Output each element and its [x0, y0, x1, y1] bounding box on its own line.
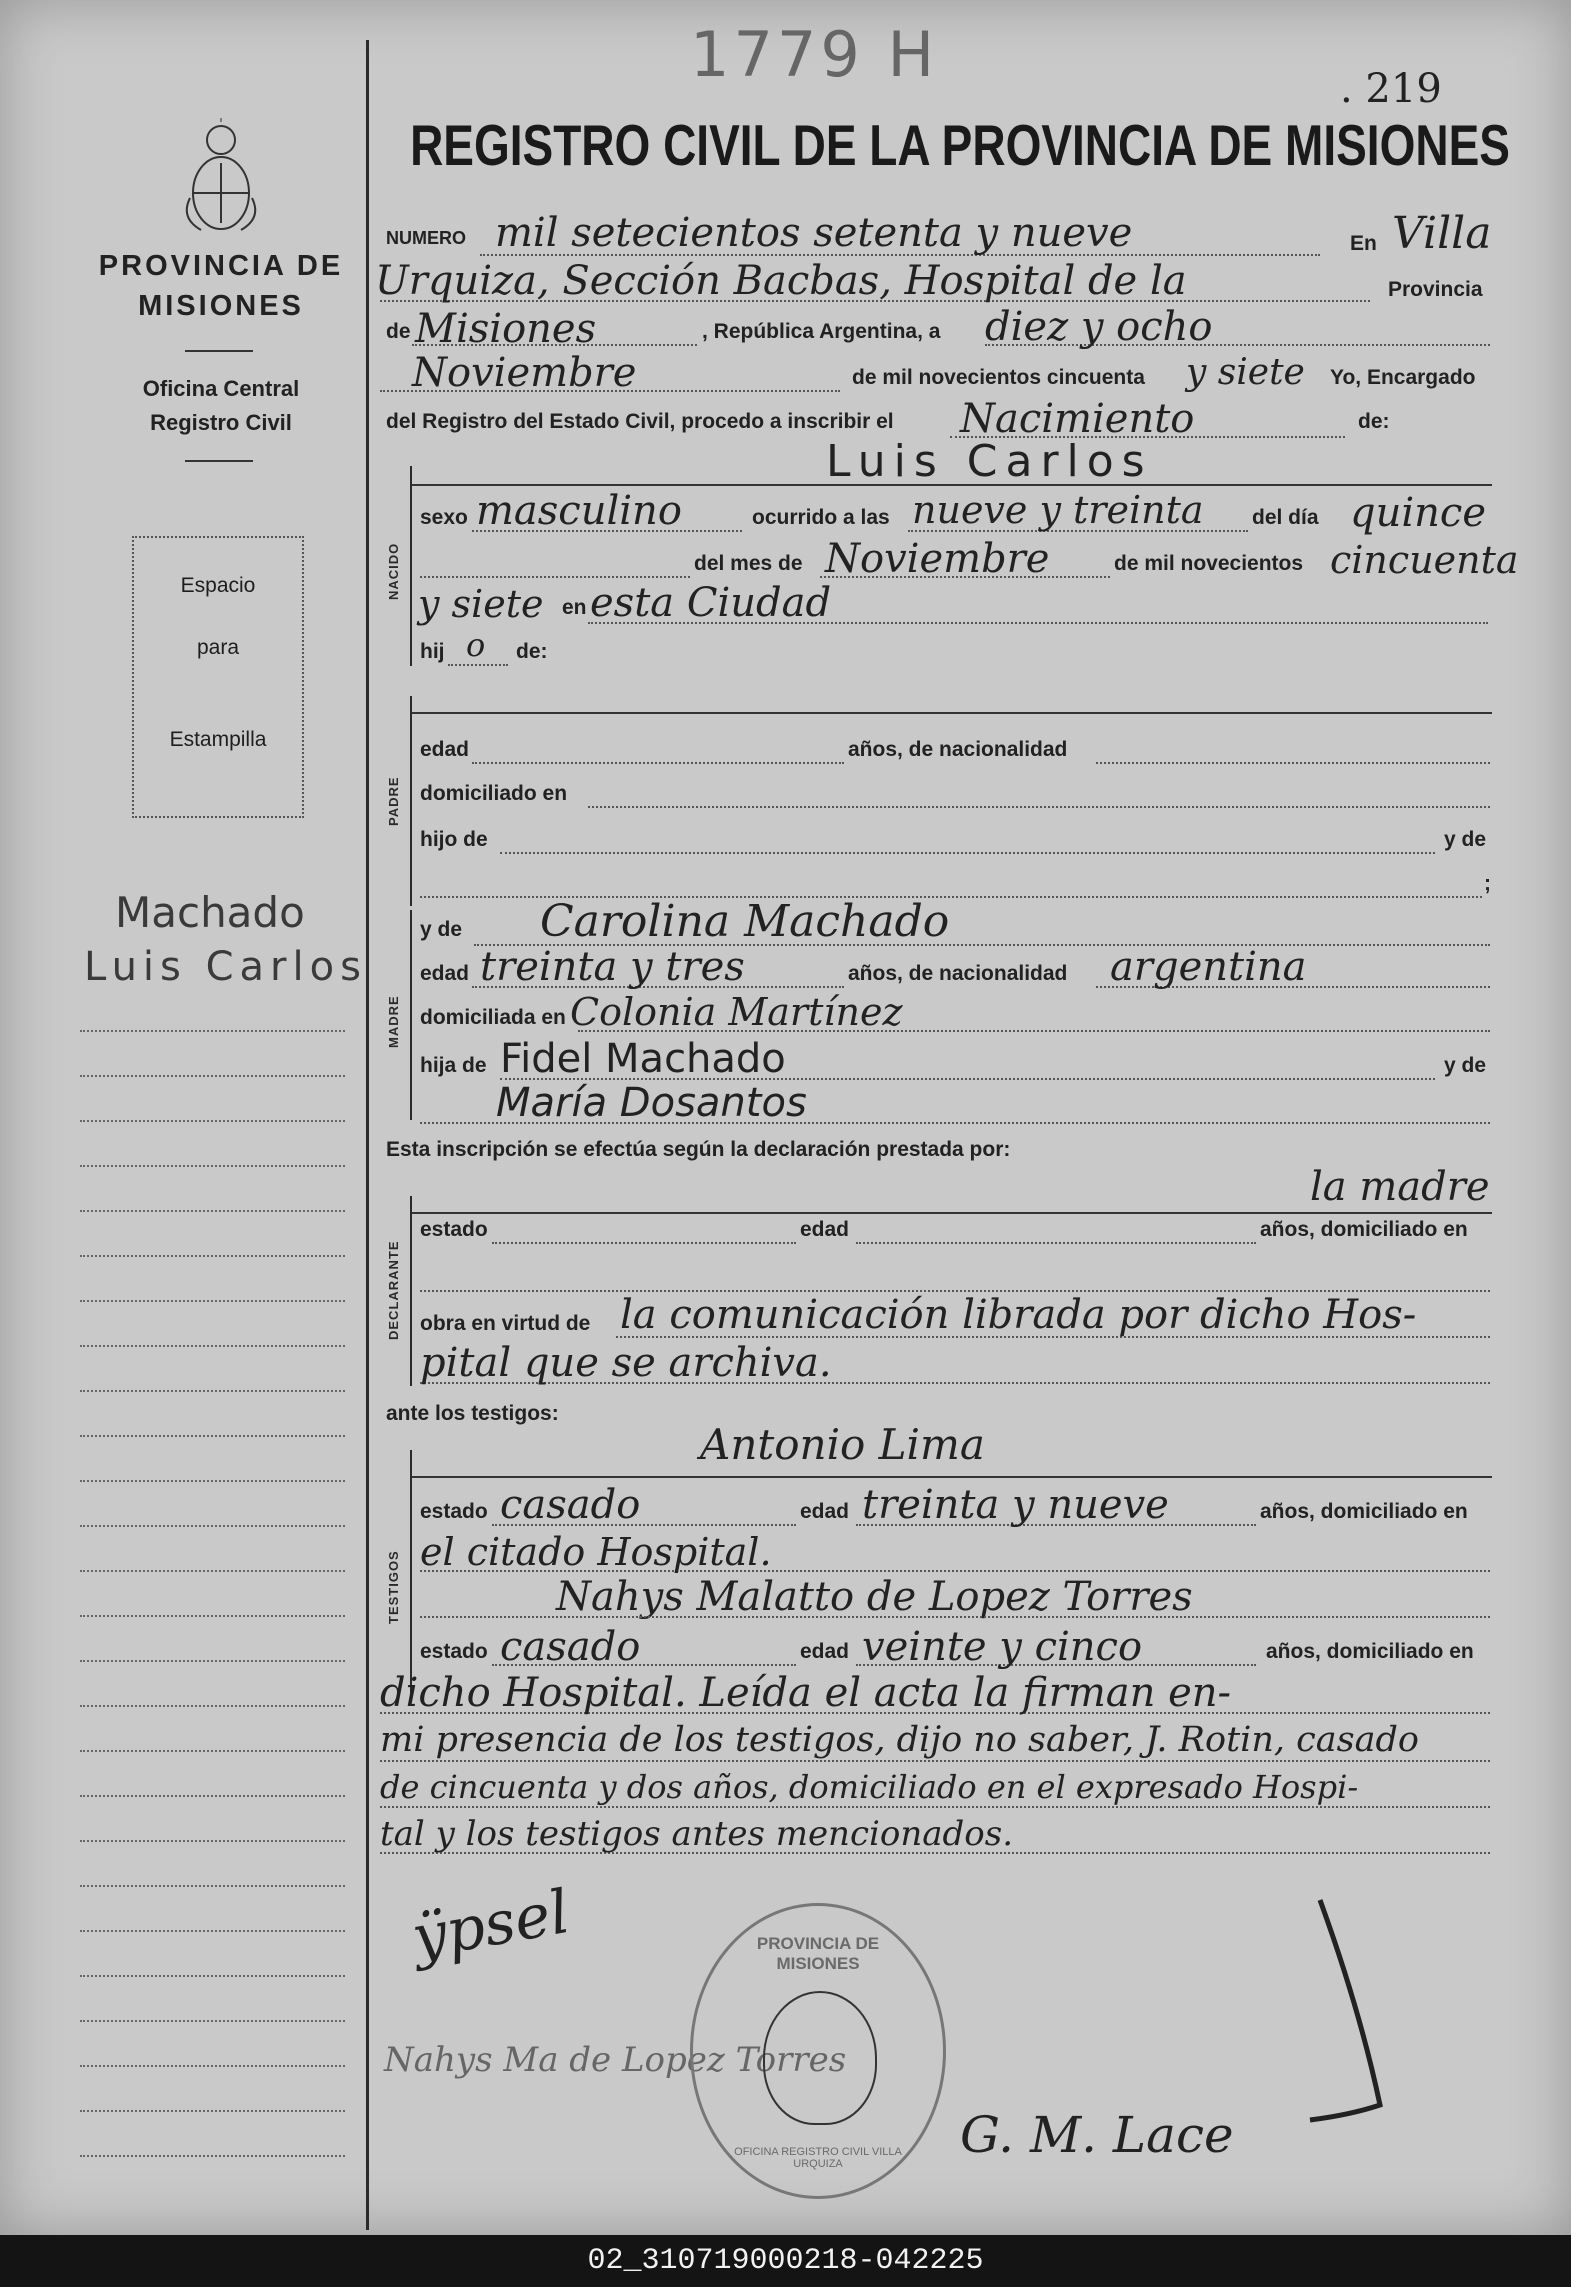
- declarante-domicilio-label: años, domiciliado en: [1260, 1218, 1468, 1241]
- madre-section-label: MADRE: [386, 995, 401, 1048]
- stamp-box: [132, 536, 304, 818]
- left-panel-border: [366, 40, 369, 2230]
- madre-hija-label: hija de: [420, 1054, 487, 1077]
- stamp-label-1: Espacio: [180, 574, 256, 597]
- w2-edad-label: edad: [800, 1640, 850, 1663]
- mother-name: Carolina Machado: [540, 896, 950, 947]
- signature-2: Nahys Ma de Lopez Torres: [384, 2040, 847, 2080]
- witness2-estado: casado: [500, 1624, 641, 1670]
- declaracion-text: Esta inscripción se efectúa según la declaración prestada por:: [386, 1138, 1011, 1161]
- signature-1: ÿpsel: [407, 1876, 575, 1974]
- declarante-edad-label: edad: [800, 1218, 850, 1241]
- image-id-footer: 02_310719000218-042225: [0, 2235, 1571, 2287]
- place-value: Urquiza, Sección Bacbas, Hospital de la: [375, 258, 1187, 304]
- witness2-address: dicho Hospital. Leída el acta la firman en-: [380, 1670, 1232, 1716]
- document-title: REGISTRO CIVIL DE LA PROVINCIA DE MISIONES: [410, 112, 1510, 178]
- registro-label: del Registro del Estado Civil, procedo a inscribir el: [386, 410, 894, 433]
- year-label: de mil novecientos cincuenta: [852, 366, 1145, 389]
- province-value: Misiones: [415, 306, 597, 352]
- divider: [185, 350, 253, 352]
- obra-label: obra en virtud de: [420, 1312, 591, 1335]
- folio-number: . 219: [1340, 66, 1442, 112]
- republica-label: , República Argentina, a: [702, 320, 941, 343]
- day-value: diez y ocho: [985, 304, 1213, 350]
- obra-value: la comunicación librada por dicho Hos-: [620, 1292, 1417, 1338]
- madre-edad-label: edad: [420, 962, 470, 985]
- padre-nacionalidad-label: años, de nacionalidad: [848, 738, 1068, 761]
- encargado-label: Yo, Encargado: [1330, 366, 1476, 389]
- grandmother-name: María Dosantos: [496, 1080, 807, 1126]
- witness2-name: Nahys Malatto de Lopez Torres: [556, 1574, 1193, 1620]
- declarante-estado-label: estado: [420, 1218, 488, 1241]
- province-line1: PROVINCIA DE: [98, 250, 344, 282]
- w2-estado-label: estado: [420, 1640, 488, 1663]
- hijo-label: hij: [420, 640, 445, 663]
- witness1-name: Antonio Lima: [700, 1420, 985, 1469]
- signature-flourish-icon: [1290, 1890, 1400, 2140]
- padre-top-rule: [412, 712, 1492, 714]
- sexo-label: sexo: [420, 506, 468, 529]
- en-label: En: [1350, 232, 1377, 255]
- nacido-de-label: de:: [516, 640, 548, 663]
- child-name: Luis Carlos: [826, 436, 1153, 487]
- w1-domicilio-label: años, domiciliado en: [1260, 1500, 1468, 1523]
- mother-address: Colonia Martínez: [570, 990, 903, 1034]
- official-seal: [690, 1903, 946, 2199]
- testigos-section-label: TESTIGOS: [386, 1550, 401, 1624]
- padre-domicilio-label: domiciliado en: [420, 782, 568, 805]
- mother-nationality: argentina: [1110, 944, 1307, 990]
- en-value: Villa: [1392, 208, 1492, 259]
- grandfather-name: Fidel Machado: [500, 1036, 786, 1082]
- de-label: de: [386, 320, 411, 343]
- provincia-label: Provincia: [1388, 278, 1483, 301]
- ante-label: ante los testigos:: [386, 1402, 559, 1425]
- witness1-edad: treinta y nueve: [862, 1482, 1169, 1528]
- year-value: y siete: [1186, 352, 1305, 393]
- seal-text-2: OFICINA REGISTRO CIVIL VILLA URQUIZA: [734, 2146, 902, 2170]
- nacido-year-value-2: y siete: [418, 582, 544, 626]
- margin-note-name: Luis Carlos: [84, 944, 367, 990]
- seal-text: PROVINCIA DE MISIONES: [756, 1934, 880, 1973]
- seal-emblem-icon: [763, 1991, 877, 2125]
- closing-line1: mi presencia de los testigos, dijo no saber, J. Rotin, casado: [380, 1720, 1419, 1760]
- de2-label: de:: [1358, 410, 1390, 433]
- w2-domicilio-label: años, domiciliado en: [1266, 1640, 1474, 1663]
- closing-line2: de cincuenta y dos años, domiciliado en el expresado Hospi-: [380, 1768, 1359, 1806]
- w1-edad-label: edad: [800, 1500, 850, 1523]
- padre-section-label: PADRE: [386, 776, 401, 826]
- padre-hijo-label: hijo de: [420, 828, 488, 851]
- signature-3: G. M. Lace: [960, 2106, 1234, 2164]
- ocurrido-label: ocurrido a las: [752, 506, 890, 529]
- province-line2: MISIONES: [138, 290, 304, 322]
- office-line2: Registro Civil: [150, 410, 292, 435]
- sexo-value: masculino: [476, 488, 682, 534]
- witness1-address: el citado Hospital.: [420, 1530, 772, 1574]
- nacido-month-value: Noviembre: [825, 536, 1050, 582]
- office-line1: Oficina Central: [142, 376, 300, 401]
- witness2-edad: veinte y cinco: [862, 1624, 1143, 1670]
- mes-label: del mes de: [694, 552, 803, 575]
- madre-nacionalidad-label: años, de nacionalidad: [848, 962, 1068, 985]
- del-dia-label: del día: [1252, 506, 1319, 529]
- madre-yde-label: y de: [420, 918, 463, 941]
- obra-value-2: pital que se archiva.: [420, 1340, 832, 1386]
- birthplace-value: esta Ciudad: [590, 580, 832, 626]
- divider: [185, 460, 253, 462]
- padre-semicolon: ;: [1484, 872, 1491, 895]
- act-value: Nacimiento: [960, 396, 1195, 442]
- declarante-section-label: DECLARANTE: [386, 1240, 401, 1340]
- declarant-value: la madre: [1310, 1164, 1490, 1210]
- nacido-day-value: quince: [1350, 490, 1486, 536]
- padre-edad-label: edad: [420, 738, 470, 761]
- hijo-value: o: [466, 626, 486, 664]
- mother-age: treinta y tres: [480, 944, 745, 990]
- nacido-top-rule: [412, 484, 1492, 486]
- stamp-label-2: para: [196, 636, 240, 659]
- w1-estado-label: estado: [420, 1500, 488, 1523]
- mil-label: de mil novecientos: [1114, 552, 1304, 575]
- nacido-section-label: NACIDO: [386, 542, 401, 600]
- closing-line3: tal y los testigos antes mencionados.: [380, 1814, 1014, 1854]
- reference-number: 1779 H: [690, 18, 939, 91]
- madre-yde2-label: y de: [1444, 1054, 1487, 1077]
- numero-label: NUMERO: [386, 228, 466, 248]
- hour-value: nueve y treinta: [912, 488, 1204, 532]
- nacido-en-label: en: [562, 596, 587, 619]
- madre-domicilio-label: domiciliada en: [420, 1006, 566, 1029]
- nacido-year-value: cincuenta: [1330, 538, 1519, 582]
- witness1-estado: casado: [500, 1482, 641, 1528]
- padre-yde-label: y de: [1444, 828, 1487, 851]
- stamp-label-3: Estampilla: [169, 728, 267, 751]
- testigos-top-rule: [412, 1476, 1492, 1478]
- margin-note-surname: Machado: [115, 888, 305, 937]
- numero-value: mil setecientos setenta y nueve: [495, 210, 1133, 256]
- declarante-top-rule: [412, 1212, 1492, 1214]
- coat-of-arms-icon: [176, 118, 266, 238]
- month-value: Noviembre: [412, 350, 637, 396]
